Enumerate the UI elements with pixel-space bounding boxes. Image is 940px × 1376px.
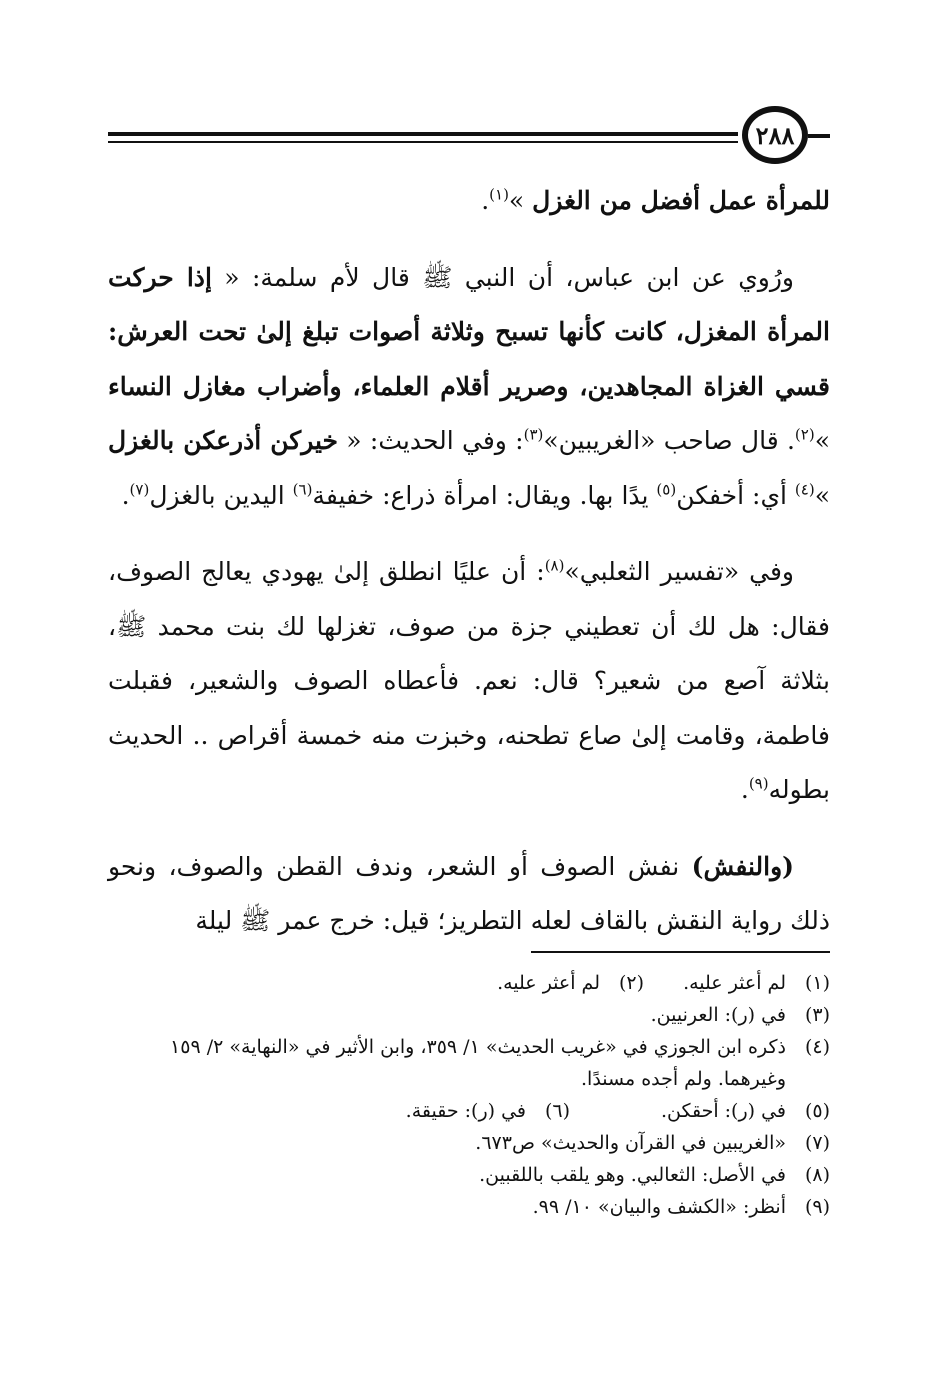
footnote-number: (٧) [804,1132,830,1154]
footnote-4 [108,1031,830,1095]
footnote-ref-7: (٧) [129,480,150,499]
footnote-number: (٨) [804,1164,830,1186]
footnote-text: في (ر): أحقكن. [660,1100,786,1122]
footnote-ref-1: (١) [489,185,509,204]
footnote-number: (٢) [618,972,644,994]
page-header [108,104,830,172]
footnote-row-1-2 [108,967,830,999]
paragraph-2-text-3: . قال صاحب «الغريبين» [543,426,795,455]
footnote-text: ذكره ابن الجوزي في «غريب الحديث» ١/ ٣٥٩، وابن الأثير في «النهاية» ٢/ ١٥٩ وغيرهما. ولم أجده مسندًا. [170,1036,786,1090]
footnote-text: «الغريبين في القرآن والحديث» ص٦٧٣. [475,1132,786,1154]
paragraph-4-text: نفش الصوف أو الشعر، وندف القطن والصوف، ونحو ذلك رواية النقش بالقاف لعله التطريز؛ قيل: خرج عمر ﷺ ليلة [108,851,830,935]
footnote-ref-8: (٨) [544,556,565,575]
footnote-ref-2: (٢) [794,425,815,444]
footnote-ref-9: (٩) [748,774,769,793]
footnote-ref-6: (٦) [292,480,313,499]
footnote-number: (١) [804,972,830,994]
paragraph-2-text-5: » [814,480,830,510]
footnote-2 [458,967,644,999]
paragraph-2-text-1: ورُوي عن ابن عباس، أن النبي ﷺ قال لأم سلمة: « [211,262,794,292]
footnote-number: (٩) [804,1196,830,1218]
footnote-number: (٣) [804,1004,830,1026]
paragraph-3 [108,545,830,818]
footnote-text: في (ر): العرنيين. [650,1004,786,1026]
quote-close: » [508,186,533,215]
header-rule-thin [108,141,738,143]
paragraph-2-text-7: يدًا بها. ويقال: امرأة ذراع: خفيفة [312,480,657,510]
paragraph-3-text-3: . [740,775,749,804]
footnote-text: لم أعثر عليه. [497,972,600,994]
hadith-quote-2: خيركن أذرعكن بالغزل [108,426,338,455]
paragraph-2 [108,251,830,524]
footnote-number: (٦) [544,1100,570,1122]
footnote-number: (٥) [804,1100,830,1122]
footnote-number: (٤) [804,1036,830,1058]
footnote-6 [310,1095,570,1127]
page-number: ٢٨٨ [755,120,795,150]
footnote-separator [531,951,830,953]
footnote-text: أنظر: «الكشف والبيان» ١٠/ ٩٩. [532,1196,786,1218]
paragraph-1-end: . [481,186,490,215]
footnote-text: في الأصل: الثعالبي. وهو يلقب باللقبين. [479,1164,786,1186]
paragraph-3-text-1: وفي «تفسير الثعلبي» [564,557,794,586]
paragraph-2-text-9: . [121,480,130,510]
footnote-8 [108,1159,830,1191]
footnote-text: في (ر): حقيقة. [405,1100,526,1122]
footnote-ref-3: (٣) [523,425,544,444]
header-rule-thick [108,132,738,136]
footnote-ref-5: (٥) [656,480,677,499]
footnote-7 [108,1127,830,1159]
page-number-badge [742,106,808,164]
hadith-quote-1: إذا حركت المرأة المغزل، كانت كأنها تسبح وثلاثة أصوات تبلغ إلىٰ تحت العرش: قسي الغزاة المجاهدين، وصرير أقلام العلماء، وأضراب مغازل النساء [108,262,830,401]
paragraph-4-term: (والنفش) [691,851,794,881]
paragraph-3-text-2: : أن عليًا انطلق إلىٰ يهودي يعالج الصوف، فقال: هل لك أن تعطيني جزة من صوف، تغزلها لك بنت محمد ﷺ، بثلاثة آصع من شعير؟ قال: نعم. فأعطاه الصوف والشعير، فقبلت فاطمة، وقامت إلىٰ صاع تطحنه، وخبزت منه خمسة أقراص .. الحديث بطوله [108,557,830,804]
footnote-3 [108,999,830,1031]
main-text [108,174,830,949]
footnote-row-5-6 [108,1095,830,1127]
paragraph-4 [108,840,830,949]
paragraph-2-text-6: أي: أخفكن [676,480,795,510]
footnote-9 [108,1191,830,1223]
paragraph-1-bold: للمرأة عمل أفضل من الغزل [532,186,830,215]
paragraph-1 [108,174,830,229]
header-rule-tail [808,134,830,138]
paragraph-2-text-4: : وفي الحديث: « [337,426,524,455]
paragraph-2-text-2: » [814,426,830,455]
footnote-ref-4: (٤) [794,480,815,499]
footnote-5 [570,1095,830,1127]
footnote-1 [644,967,830,999]
paragraph-2-text-8: اليدين بالغزل [149,480,293,510]
footnotes [108,967,830,1223]
footnote-text: لم أعثر عليه. [683,972,786,994]
